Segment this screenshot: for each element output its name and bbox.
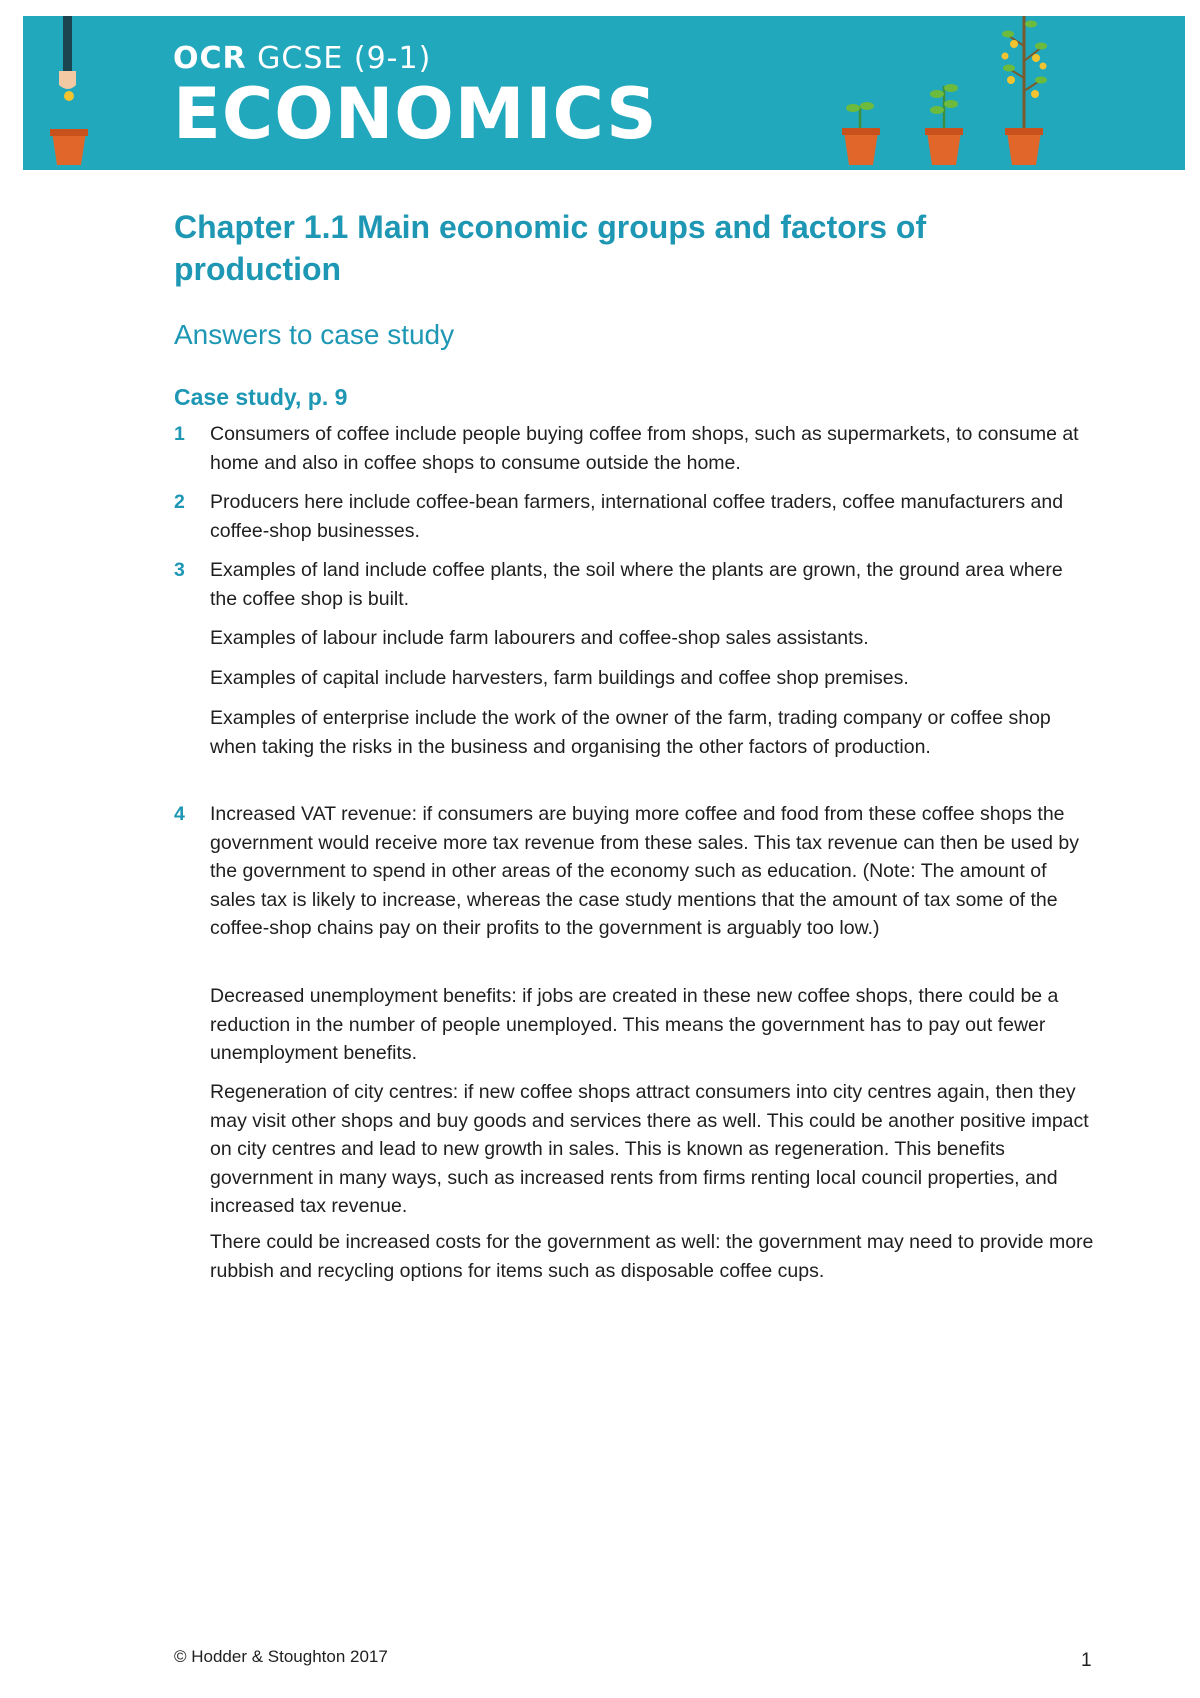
- answer-number: 3: [174, 559, 185, 581]
- page-number: 1: [1081, 1650, 1092, 1671]
- answer-paragraph: Examples of labour include farm labourers and coffee-shop sales assistants.: [210, 627, 869, 649]
- answer-paragraph: There could be increased costs for the government as well: the government may need to provide more rubbish and recycling options for items such as disposable coffee cups.: [210, 1231, 1094, 1282]
- answer-number: 4: [174, 803, 185, 825]
- answer-paragraph: Regeneration of city centres: if new coffee shops attract consumers into city centres again, then they may visit other shops and buy goods and services there as well. This could be another positive impact on city centres and lead to new growth in sales. This is known as regeneration. This benefits government in many ways, such as increased rents from firms renting local council properties, and increased tax revenue.: [210, 1081, 1089, 1217]
- answer-item-1: [174, 420, 1094, 477]
- chapter-title: Chapter 1.1 Main economic groups and factors of production: [174, 209, 927, 287]
- brand-ocr: OCR: [173, 41, 247, 76]
- brand-subtitle: [173, 42, 658, 76]
- answer-paragraph: Decreased unemployment benefits: if jobs are created in these new coffee shops, there could be a reduction in the number of people unemployed. This means the government has to pay out fewer unemployment benefits.: [210, 985, 1059, 1064]
- answer-text: Consumers of coffee include people buying coffee from shops, such as supermarkets, to consume at home and also in coffee shops to consume outside the home.: [210, 423, 1079, 474]
- seedling-pot-icon: [842, 102, 880, 165]
- brand-logo: [173, 41, 658, 155]
- answer-text: Examples of land include coffee plants, the soil where the plants are grown, the ground area where the coffee shop is built.: [210, 559, 1063, 610]
- brand-gcse: GCSE (9-1): [246, 41, 432, 76]
- answer-number: 2: [174, 491, 185, 513]
- answer-item-4: [174, 800, 1094, 943]
- answer-paragraph: Examples of capital include harvesters, farm buildings and coffee shop premises.: [210, 667, 909, 689]
- answer-text: Increased VAT revenue: if consumers are buying more coffee and food from these coffee shops the government would receive more tax revenue from these sales. This tax revenue can then be used by the government to spend in other areas of the economy such as education. (Note: The amount of sales tax is likely to increase, whereas the case study mentions that the amount of tax some of the coffee-shop chains pay on their profits to the government is arguably too low.): [210, 803, 1079, 939]
- case-study-title: Case study, p. 9: [174, 384, 348, 410]
- answer-text: Producers here include coffee-bean farmers, international coffee traders, coffee manufacturers and coffee-shop businesses.: [210, 491, 1064, 542]
- header-banner: [23, 16, 1185, 170]
- money-tree-icon: [1002, 16, 1048, 165]
- answer-paragraph: Examples of enterprise include the work of the owner of the farm, trading company or coffee shop when taking the risks in the business and organising the other factors of production.: [210, 707, 1051, 758]
- answer-number: 1: [174, 423, 185, 445]
- section-title: Answers to case study: [174, 319, 455, 350]
- plant-pot-icon: [925, 84, 963, 165]
- answer-item-3: [174, 556, 1094, 613]
- copyright-notice: © Hodder & Stoughton 2017: [174, 1647, 388, 1666]
- coin-pot-icon: [50, 16, 88, 165]
- brand-title: ECONOMICS: [173, 73, 658, 155]
- answer-item-2: [174, 488, 1094, 545]
